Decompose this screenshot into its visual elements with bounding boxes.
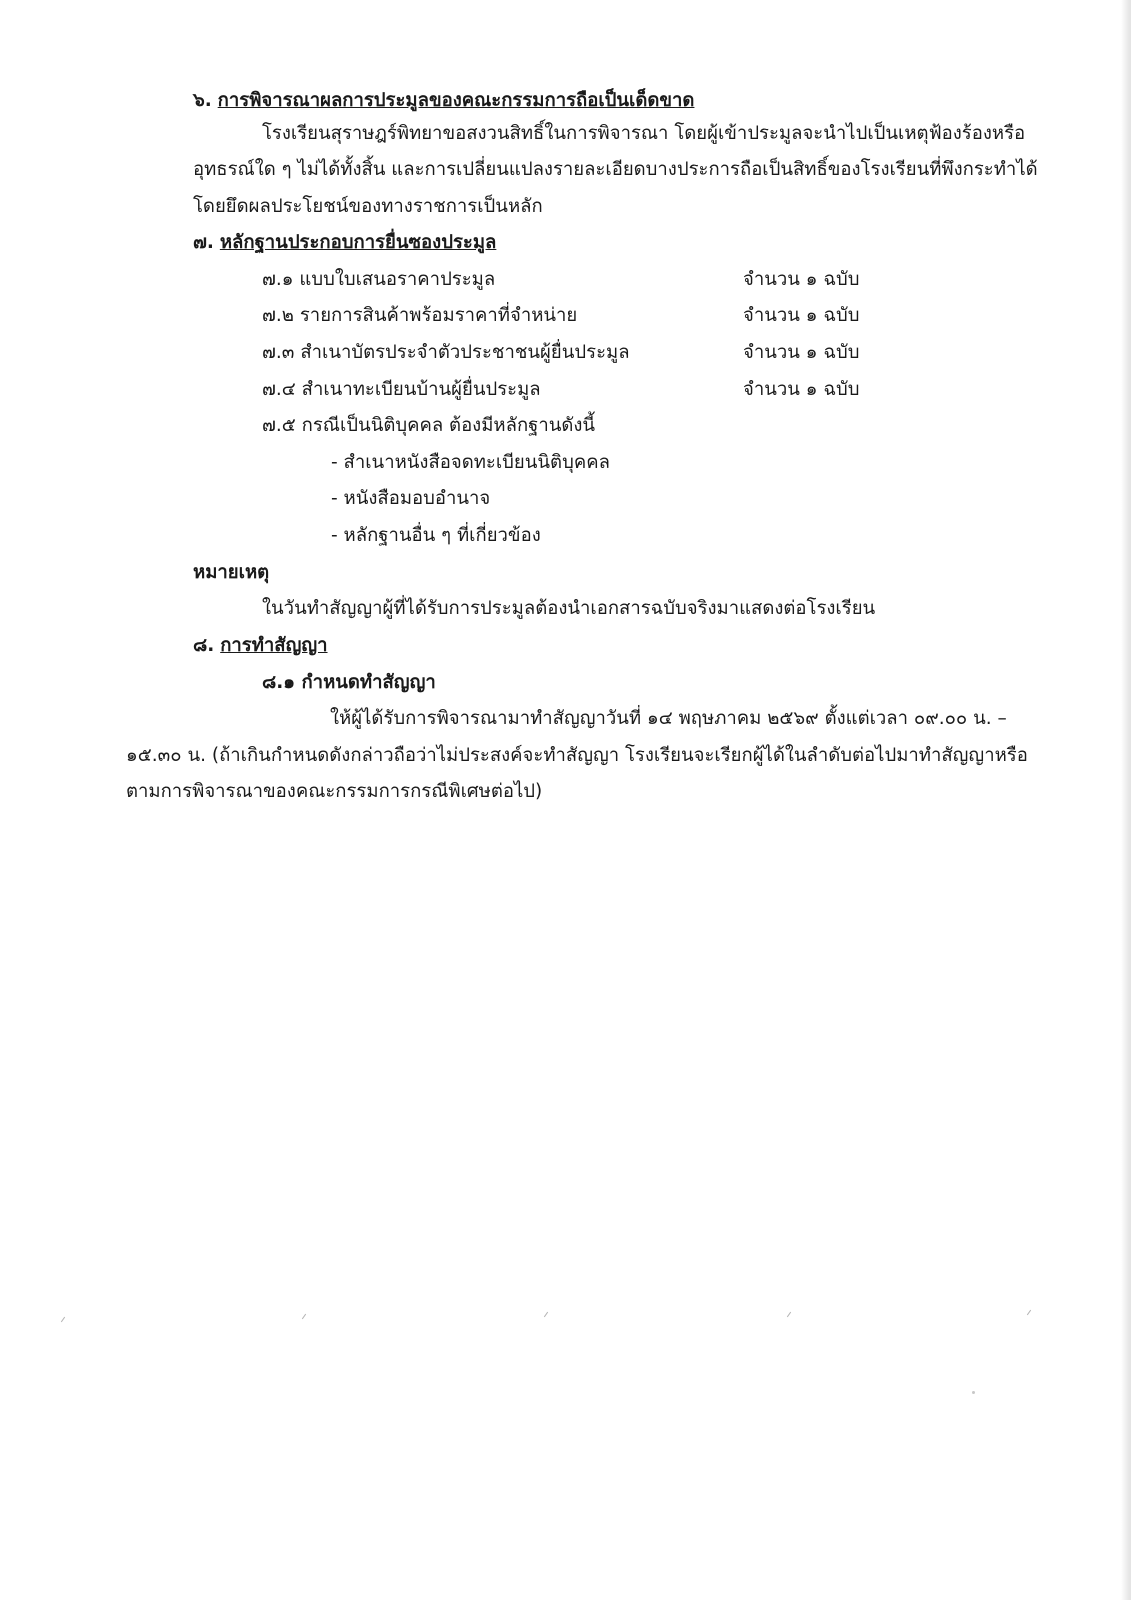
scan-speck (544, 1312, 548, 1317)
section-6-heading (193, 86, 694, 116)
juristic-evidence-item-1: - สำเนาหนังสือจดทะเบียนนิติบุคคล (331, 452, 610, 473)
evidence-item-3-quantity: จำนวน ๑ ฉบับ (743, 342, 860, 363)
section-7-title: หลักฐานประกอบการยื่นซองประมูล (219, 232, 497, 253)
evidence-item-4-quantity: จำนวน ๑ ฉบับ (743, 379, 860, 400)
section-6-paragraph-line-3: โดยยึดผลประโยชน์ของทางราชการเป็นหลัก (193, 196, 543, 217)
evidence-item-2-quantity: จำนวน ๑ ฉบับ (743, 305, 860, 326)
evidence-item-5: ๗.๕ กรณีเป็นนิติบุคคล ต้องมีหลักฐานดังนี้ (262, 415, 596, 436)
scan-edge-shadow (1121, 0, 1131, 1600)
section-8-paragraph-line-1: ให้ผู้ได้รับการพิจารณามาทำสัญญาวันที่ ๑๔ พฤษภาคม ๒๕๖๙ ตั้งแต่เวลา ๐๙.๐๐ น. – (330, 708, 1007, 729)
scan-dot (972, 1391, 975, 1394)
section-6-paragraph-line-1: โรงเรียนสุราษฎร์พิทยาขอสงวนสิทธิ์ในการพิจารณา โดยผู้เข้าประมูลจะนำไปเป็นเหตุฟ้องร้องหรือ (262, 123, 1026, 144)
juristic-evidence-item-2: - หนังสือมอบอำนาจ (331, 488, 491, 509)
section-6-paragraph-line-2: อุทธรณ์ใด ๆ ไม่ได้ทั้งสิ้น และการเปลี่ยนแปลงรายละเอียดบางประการถือเป็นสิทธิ์ของโรงเรียนที่พึงกระทำได้ (193, 159, 1038, 180)
section-8-1-title: ๘.๑ กำหนดทำสัญญา (262, 672, 436, 693)
evidence-item-1: ๗.๑ แบบใบเสนอราคาประมูล (262, 269, 496, 290)
section-8-paragraph-line-3: ตามการพิจารณาของคณะกรรมการกรณีพิเศษต่อไป) (126, 781, 543, 802)
section-8-number: ๘. (193, 635, 215, 656)
note-title: หมายเหตุ (193, 562, 270, 583)
scan-speck (787, 1312, 791, 1317)
section-8-heading (193, 631, 328, 661)
juristic-evidence-item-3: - หลักฐานอื่น ๆ ที่เกี่ยวข้อง (331, 525, 541, 546)
evidence-item-1-quantity: จำนวน ๑ ฉบับ (743, 269, 860, 290)
evidence-item-2: ๗.๒ รายการสินค้าพร้อมราคาที่จำหน่าย (262, 305, 578, 326)
note-text: ในวันทำสัญญาผู้ที่ได้รับการประมูลต้องนำเอกสารฉบับจริงมาแสดงต่อโรงเรียน (262, 598, 876, 619)
section-7-heading (193, 228, 496, 258)
section-8-title: การทำสัญญา (220, 635, 328, 656)
section-6-number: ๖. (193, 90, 212, 111)
section-8-paragraph-line-2: ๑๕.๓๐ น. (ถ้าเกินกำหนดดังกล่าวถือว่าไม่ประสงค์จะทำสัญญา โรงเรียนจะเรียกผู้ได้ในลำดับต่อไปมาทำสัญญาหรือ (126, 745, 1028, 766)
section-6-title: การพิจารณาผลการประมูลของคณะกรรมการถือเป็นเด็ดขาด (217, 90, 695, 111)
scan-speck (302, 1314, 306, 1319)
scan-speck (61, 1317, 65, 1322)
scan-speck (1027, 1310, 1031, 1315)
evidence-item-3: ๗.๓ สำเนาบัตรประจำตัวประชาชนผู้ยื่นประมูล (262, 342, 630, 363)
evidence-item-4: ๗.๔ สำเนาทะเบียนบ้านผู้ยื่นประมูล (262, 379, 541, 400)
section-7-number: ๗. (193, 232, 214, 253)
